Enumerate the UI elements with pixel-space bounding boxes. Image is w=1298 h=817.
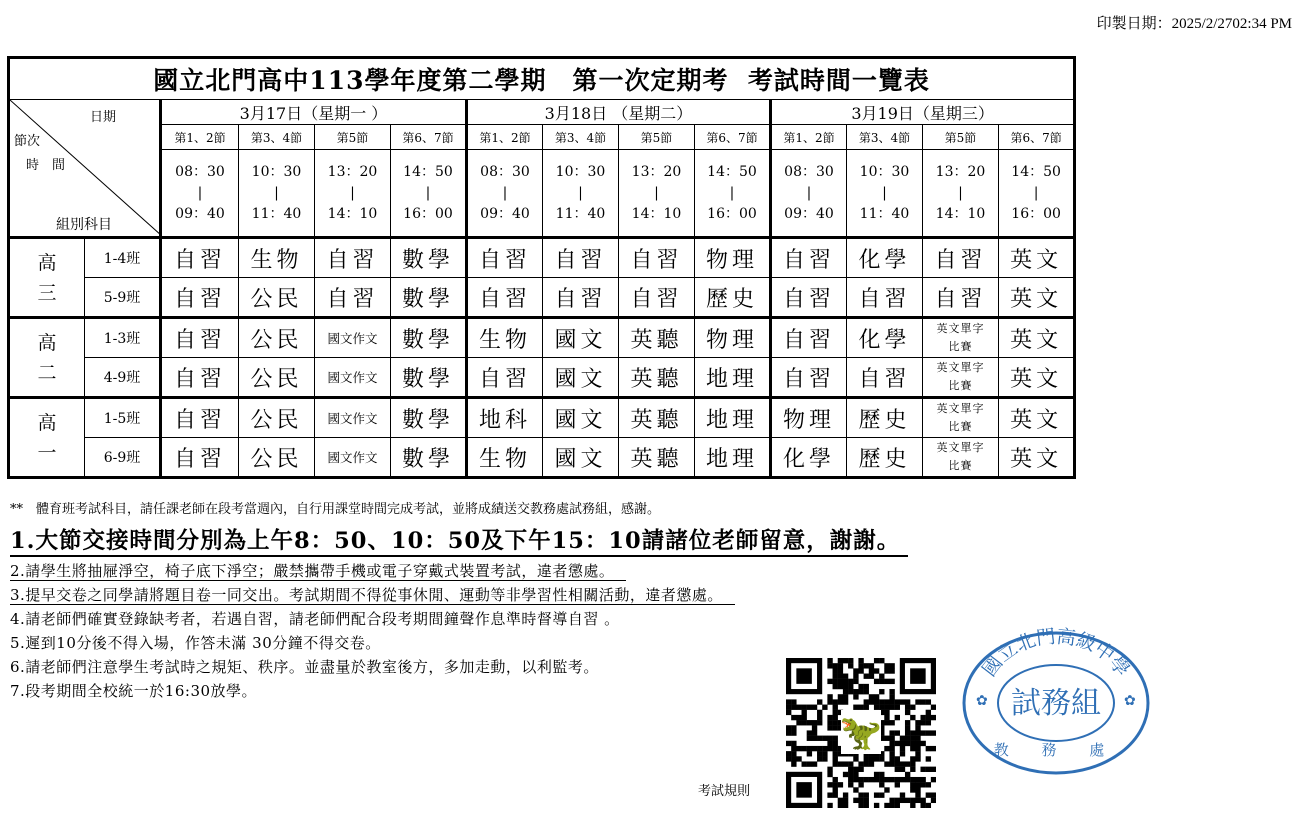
subject-cell: 英文 (999, 398, 1075, 438)
subject-cell: 英聽 (619, 398, 695, 438)
subject-cell: 物理 (771, 398, 847, 438)
class-label: 1-4班 (85, 238, 161, 278)
time-range (847, 150, 923, 238)
subject-line: 英文單字 (936, 322, 985, 335)
time-start: 14：50 (403, 163, 453, 180)
exam-schedule-table (7, 56, 1076, 479)
corner-period-label: 節次 (14, 134, 41, 149)
subject-cell: 自習 (161, 238, 239, 278)
subject-cell: 物理 (695, 318, 771, 358)
qr-code[interactable] (786, 658, 936, 808)
time-range (923, 150, 999, 238)
subject-cell: 英文 (999, 438, 1075, 478)
note-item: 6.請老師們注意學生考試時之規矩、秩序。並盡量於教室後方，多加走動，以利監考。 (10, 658, 599, 676)
table-row (9, 398, 1075, 438)
subject-cell: 自習 (543, 278, 619, 318)
subject-cell: 自習 (847, 278, 923, 318)
time-end: 11：40 (859, 205, 910, 222)
note-item: 7.段考期間全校統一於16:30放學。 (10, 682, 258, 700)
subject-cell (923, 318, 999, 358)
corner-time-label: 時 間 (26, 158, 66, 173)
corner-group-label: 組別科目 (56, 217, 112, 233)
table-row (9, 238, 1075, 278)
time-range (619, 150, 695, 238)
header-corner (9, 100, 161, 238)
period-header: 第6、7節 (391, 125, 467, 150)
time-end: 09：40 (784, 205, 834, 222)
time-end: 09：40 (480, 205, 530, 222)
subject-cell: 地理 (695, 358, 771, 398)
subject-cell: 數學 (391, 278, 467, 318)
subject-cell: 英聽 (619, 358, 695, 398)
time-start: 14：50 (1011, 163, 1061, 180)
time-sep: | (350, 184, 355, 201)
time-range (771, 150, 847, 238)
subject-cell: 公民 (239, 358, 315, 398)
time-start: 08：30 (480, 163, 530, 180)
time-sep: | (729, 184, 735, 201)
period-header: 第6、7節 (999, 125, 1075, 150)
svg-text:教 務 處: 教 務 處 (993, 741, 1119, 759)
class-label: 1-5班 (85, 398, 161, 438)
period-header: 第6、7節 (695, 125, 771, 150)
time-end: 16：00 (403, 205, 453, 222)
time-sep: | (958, 184, 963, 201)
day-header: 3月18日 （星期二） (467, 100, 771, 125)
subject-cell: 地理 (695, 398, 771, 438)
subject-cell: 自習 (619, 238, 695, 278)
period-header: 第3、4節 (543, 125, 619, 150)
subject-line: 比賽 (948, 459, 973, 472)
table-title: 國立北門高中113學年度第二學期 第一次定期考 考試時間一覽表 (9, 58, 1075, 100)
subject-cell: 國文 (543, 398, 619, 438)
subject-cell: 英聽 (619, 318, 695, 358)
grade-label-bottom: 一 (37, 441, 57, 464)
subject-cell: 生物 (239, 238, 315, 278)
period-header: 第1、2節 (161, 125, 239, 150)
subject-cell: 國文作文 (315, 438, 391, 478)
time-start: 14：50 (707, 163, 757, 180)
svg-text:試務組: 試務組 (1011, 686, 1101, 721)
time-end: 11：40 (555, 205, 606, 222)
svg-text:✿: ✿ (1124, 693, 1136, 709)
grade-label-bottom: 三 (37, 281, 57, 304)
subject-cell: 歷史 (695, 278, 771, 318)
time-sep: | (654, 184, 659, 201)
subject-cell: 地理 (695, 438, 771, 478)
subject-cell (923, 438, 999, 478)
subject-cell: 自習 (771, 318, 847, 358)
class-label: 4-9班 (85, 358, 161, 398)
subject-cell: 公民 (239, 278, 315, 318)
subject-cell: 英文 (999, 238, 1075, 278)
svg-text:國立北門高級中學: 國立北門高級中學 (978, 625, 1134, 681)
qr-label: 考試規則 (698, 784, 751, 799)
subject-cell: 自習 (315, 278, 391, 318)
grade-label-top: 高 (37, 411, 57, 434)
period-header: 第1、2節 (771, 125, 847, 150)
time-end: 16：00 (1011, 205, 1061, 222)
note-item: 5.遲到10分後不得入場，作答未滿 30分鐘不得交卷。 (10, 634, 381, 652)
time-end: 14：10 (935, 205, 986, 222)
subject-cell: 化學 (847, 318, 923, 358)
subject-cell: 自習 (923, 238, 999, 278)
time-start: 13：20 (631, 163, 682, 180)
grade-label-top: 高 (37, 331, 57, 354)
subject-cell: 國文 (543, 438, 619, 478)
corner-date-label: 日期 (90, 110, 117, 125)
period-header: 第5節 (315, 125, 391, 150)
subject-cell: 化學 (847, 238, 923, 278)
subject-cell (923, 398, 999, 438)
subject-line: 比賽 (948, 340, 973, 353)
class-label: 1-3班 (85, 318, 161, 358)
subject-line: 比賽 (948, 420, 973, 433)
time-sep: | (502, 184, 508, 201)
subject-cell: 數學 (391, 238, 467, 278)
subject-cell: 自習 (847, 358, 923, 398)
subject-cell: 自習 (161, 318, 239, 358)
subject-cell: 物理 (695, 238, 771, 278)
subject-cell: 自習 (161, 438, 239, 478)
class-label: 5-9班 (85, 278, 161, 318)
pe-note: ** 體育班考試科目，請任課老師在段考當週內，自行用課堂時間完成考試，並將成績送交教務處試務組，感謝。 (10, 502, 661, 517)
subject-cell: 英文 (999, 278, 1075, 318)
time-start: 10：30 (251, 163, 302, 180)
time-end: 09：40 (175, 205, 225, 222)
day-header: 3月17日（星期一 ） (161, 100, 467, 125)
subject-cell: 生物 (467, 318, 543, 358)
period-header: 第3、4節 (847, 125, 923, 150)
time-range (543, 150, 619, 238)
time-sep: | (578, 184, 583, 201)
subject-cell: 自習 (467, 278, 543, 318)
subject-cell: 自習 (771, 238, 847, 278)
subject-cell: 國文作文 (315, 358, 391, 398)
subject-cell: 國文 (543, 358, 619, 398)
subject-cell: 數學 (391, 398, 467, 438)
time-sep: | (197, 184, 203, 201)
note-item: 3.提早交卷之同學請將題目卷一同交出。考試期間不得從事休閒、運動等非學習性相關活動，違者懲處。 (10, 584, 1050, 605)
table-row (9, 438, 1075, 478)
table-row (9, 318, 1075, 358)
subject-cell: 英聽 (619, 438, 695, 478)
subject-cell: 英文 (999, 318, 1075, 358)
grade-label (9, 238, 85, 318)
print-date: 印製日期：2025/2/2702:34 PM (1096, 16, 1292, 32)
note-big: 1.大節交接時間分別為上午8：50、10：50及下午15：10請諸位老師留意，謝謝。 (10, 523, 908, 557)
subject-cell: 自習 (315, 238, 391, 278)
time-start: 08：30 (175, 163, 225, 180)
table-row (9, 358, 1075, 398)
time-start: 10：30 (555, 163, 606, 180)
svg-text:✿: ✿ (976, 693, 988, 709)
subject-cell: 數學 (391, 318, 467, 358)
time-sep: | (1033, 184, 1039, 201)
subject-line: 比賽 (948, 379, 973, 392)
dino-icon: 🦖 (839, 713, 883, 753)
subject-line: 英文單字 (936, 402, 985, 415)
period-header: 第5節 (923, 125, 999, 150)
subject-cell: 自習 (161, 398, 239, 438)
time-range (315, 150, 391, 238)
table-row (9, 278, 1075, 318)
note-item: 4.請老師們確實登錄缺考者，若遇自習，請老師們配合段考期間鐘聲作息準時督導自習 。 (10, 610, 620, 628)
subject-cell: 自習 (161, 358, 239, 398)
day-header: 3月19日（星期三） (771, 100, 1075, 125)
time-end: 14：10 (631, 205, 682, 222)
subject-cell: 自習 (467, 238, 543, 278)
grade-label (9, 318, 85, 398)
subject-cell: 數學 (391, 358, 467, 398)
time-start: 13：20 (327, 163, 378, 180)
time-range (467, 150, 543, 238)
time-range (391, 150, 467, 238)
exam-office-stamp (960, 625, 1152, 775)
subject-cell: 國文 (543, 318, 619, 358)
grade-label-top: 高 (37, 251, 57, 274)
subject-cell: 公民 (239, 318, 315, 358)
time-range (999, 150, 1075, 238)
subject-cell: 國文作文 (315, 318, 391, 358)
grade-label (9, 398, 85, 478)
subject-cell: 國文作文 (315, 398, 391, 438)
period-header: 第3、4節 (239, 125, 315, 150)
subject-cell: 自習 (543, 238, 619, 278)
time-sep: | (882, 184, 887, 201)
subject-cell: 地科 (467, 398, 543, 438)
note-item: 2.請學生將抽屜淨空，椅子底下淨空；嚴禁攜帶手機或電子穿戴式裝置考試，違者懲處。 (10, 560, 1050, 581)
subject-cell: 自習 (923, 278, 999, 318)
subject-cell: 自習 (161, 278, 239, 318)
subject-cell: 化學 (771, 438, 847, 478)
grade-label-bottom: 二 (37, 361, 57, 384)
subject-line: 英文單字 (936, 361, 985, 374)
subject-cell: 自習 (467, 358, 543, 398)
subject-cell: 公民 (239, 438, 315, 478)
time-start: 13：20 (935, 163, 986, 180)
class-label: 6-9班 (85, 438, 161, 478)
subject-cell: 自習 (771, 358, 847, 398)
time-sep: | (425, 184, 431, 201)
time-end: 11：40 (251, 205, 302, 222)
period-header: 第5節 (619, 125, 695, 150)
subject-cell (923, 358, 999, 398)
time-start: 08：30 (784, 163, 834, 180)
time-range (695, 150, 771, 238)
subject-cell: 歷史 (847, 398, 923, 438)
subject-cell: 歷史 (847, 438, 923, 478)
time-end: 14：10 (327, 205, 378, 222)
subject-cell: 數學 (391, 438, 467, 478)
subject-cell: 英文 (999, 358, 1075, 398)
subject-cell: 生物 (467, 438, 543, 478)
time-sep: | (806, 184, 812, 201)
subject-cell: 自習 (619, 278, 695, 318)
subject-cell: 自習 (771, 278, 847, 318)
time-start: 10：30 (859, 163, 910, 180)
time-sep: | (274, 184, 279, 201)
time-range (161, 150, 239, 238)
subject-line: 英文單字 (936, 441, 985, 454)
time-end: 16：00 (707, 205, 757, 222)
period-header: 第1、2節 (467, 125, 543, 150)
subject-cell: 公民 (239, 398, 315, 438)
time-range (239, 150, 315, 238)
